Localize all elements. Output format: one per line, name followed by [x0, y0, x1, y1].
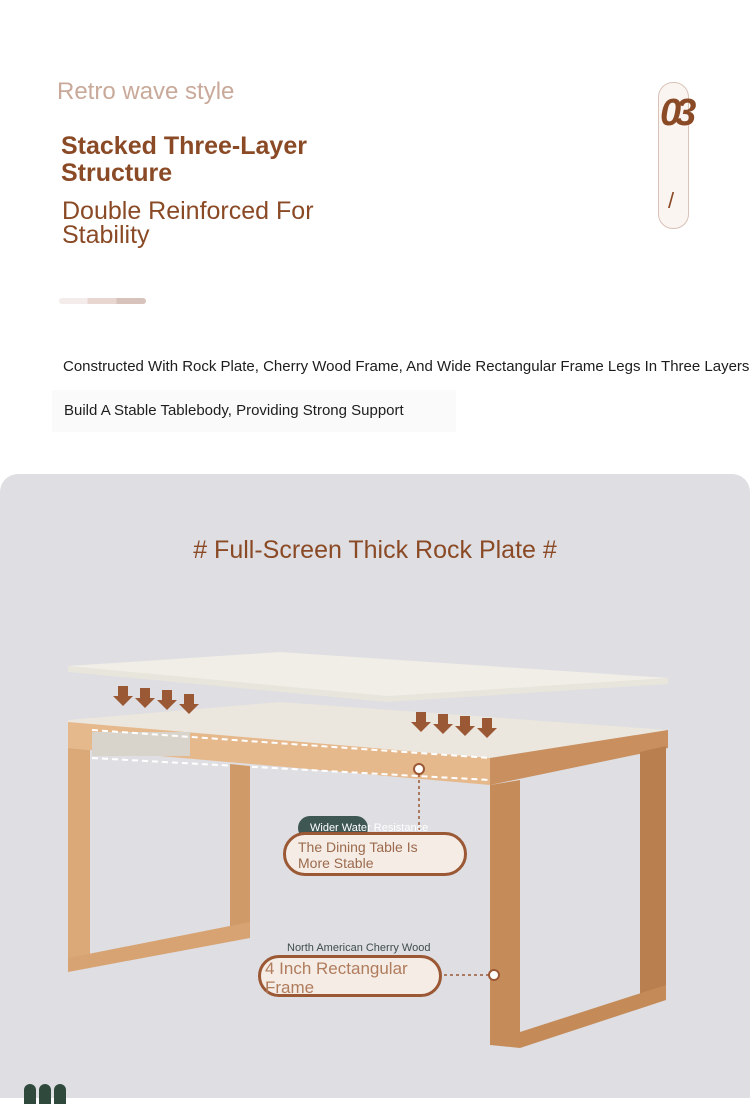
leg-right-front — [490, 780, 520, 1048]
leg-right-bottom — [520, 985, 666, 1048]
callout-top-anchor — [414, 764, 424, 774]
style-label: Retro wave style — [57, 78, 235, 105]
callout-bottom-label: North American Cherry Wood — [287, 942, 431, 954]
leg-left-bottom — [68, 922, 250, 972]
feature-title: # Full-Screen Thick Rock Plate # — [193, 536, 557, 564]
leg-left-back — [230, 764, 250, 934]
callout-bottom-anchor — [489, 970, 499, 980]
section-number: 03 — [660, 92, 691, 134]
pagination-dots — [24, 1084, 69, 1109]
down-arrows-left — [113, 686, 199, 714]
decorative-progress-bar — [59, 298, 146, 304]
description-line-2: Build A Stable Tablebody, Providing Strong Support — [64, 402, 404, 419]
callout-top-text: The Dining Table Is More Stable — [298, 839, 418, 871]
leg-left-front — [68, 748, 90, 970]
dot-1 — [24, 1084, 36, 1104]
page-title: Stacked Three-Layer Structure — [61, 132, 307, 187]
page-subtitle: Double Reinforced For Stability — [62, 197, 314, 249]
dot-2 — [39, 1084, 51, 1104]
callout-bottom-text: 4 Inch Rectangular Frame — [265, 959, 408, 997]
callout-top-label: Wider Water Resistance — [310, 822, 429, 834]
dot-3 — [54, 1084, 66, 1104]
section-slash: / — [668, 188, 675, 213]
description-line-1: Constructed With Rock Plate, Cherry Wood Frame, And Wide Rectangular Frame Legs In Three Layers — [63, 358, 750, 375]
leg-right-back — [640, 746, 666, 1000]
